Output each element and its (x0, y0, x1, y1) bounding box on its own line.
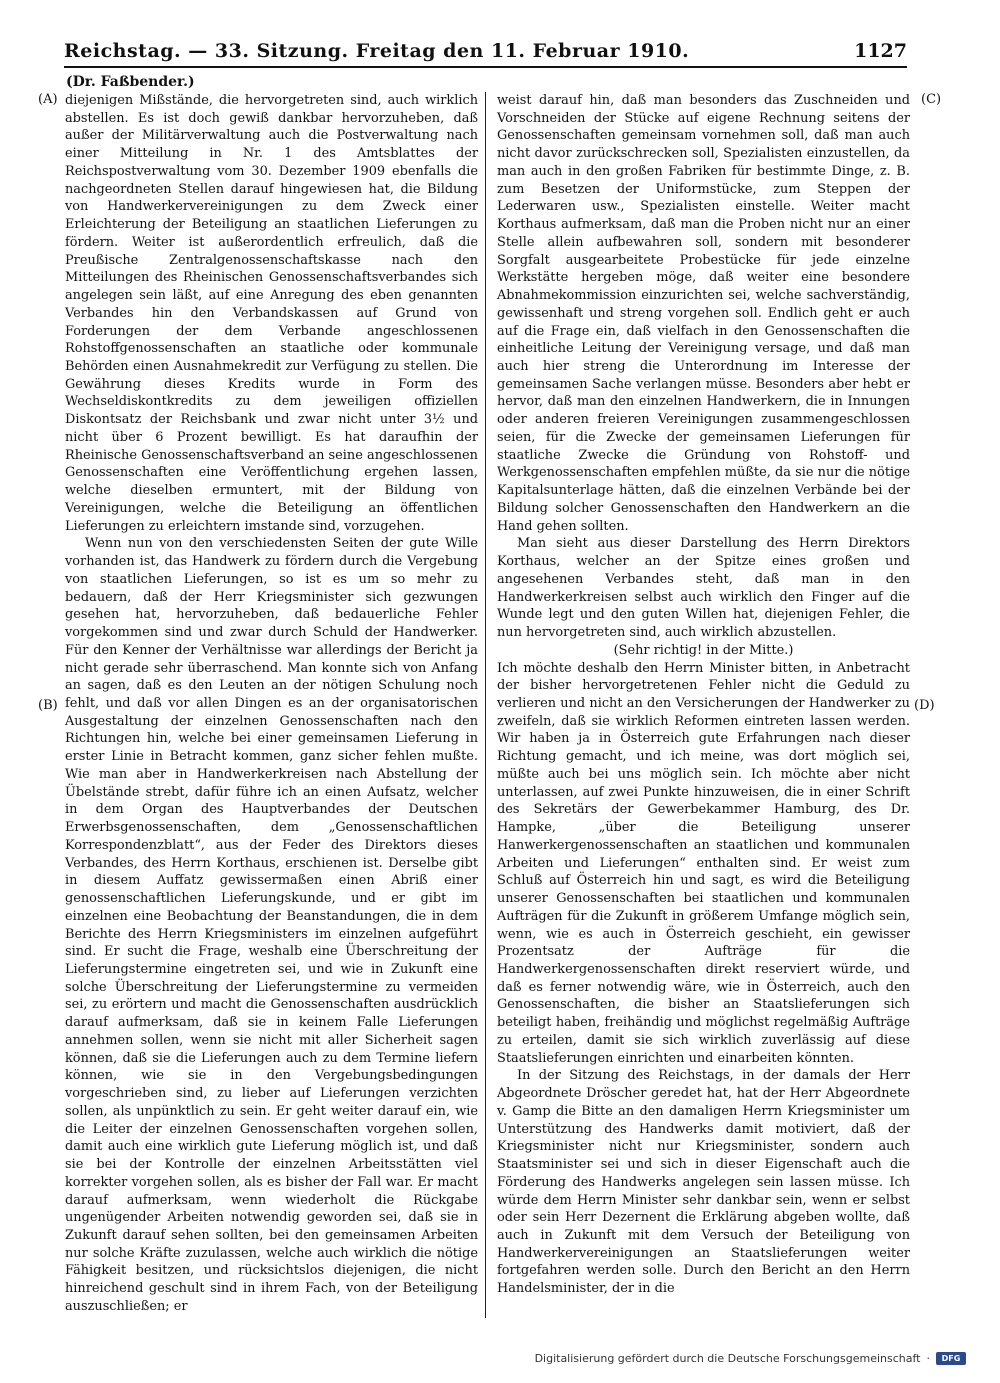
paragraph: Wenn nun von den verschiedensten Seiten der gute Wille vorhanden ist, das Handwerk zu fördern durch die Vergebung von staatlichen Lieferungen, so ist es um so mehr zu bedauern, daß der Herr Kriegsminister sich gezwungen gesehen hat, hervorzuheben, daß bedauerliche Fehler vorgekommen sind und zwar durch Schuld der Handwerker. Für den Kenner der Verhältnisse war allerdings der Bericht ja nicht gerade sehr überraschend. Man konnte sich von Anfang an sagen, daß es den Leuten an der nötigen Schulung noch fehlt, und daß vor allen Dingen es an der organisatorischen Ausgestaltung der einzelnen Genossenschaften nach den Richtungen hin, welche bei einer gemeinsamen Lieferung in erster Linie in Betracht kommen, ganz sicher fehlen mußte. Wie man aber in Handwerkerkreisen nach Abstellung der Übelstände strebt, dafür führe ich an einen Aufsatz, welcher in dem Organ des Hauptverbandes der Deutschen Erwerbsgenossenschaften, dem „Genossenschaftlichen Korrespondenzblatt“, aus der Feder des Direktors dieses Verbandes, des Herrn Korthaus, erschienen ist. Derselbe gibt in diesem Auffatz gewissermaßen einen Abriß einer genossenschaftlichen Lieferungskunde, und er gibt im einzelnen eine Beobachtung der Beanstandungen, die in dem Berichte des Herrn Kriegsministers im einzelnen aufgeführt sind. Er sucht die Frage, weshalb eine Überschreitung der Lieferungstermine eingetreten sei, und wie in Zukunft eine solche Überschreitung der Lieferungstermine zu vermeiden sei, zu erörtern und macht die Genossenschaften ausdrücklich darauf aufmerksam, daß sie in keinem Falle Lieferungen annehmen sollen, wenn sie nicht mit aller Sicherheit sagen können, daß sie die Lieferungen auch zu dem Termine liefern können, wie sie in den Vergebungsbedingungen vorgeschrieben sind, zu lieber auf Lieferungen verzichten sollen, als unpünktlich zu sein. Er geht weiter darauf ein, wie die Leiter der einzelnen Genossenschaften vorgehen sollen, damit auch eine wirklich gute Lieferung möglich ist, und daß sie bei der Kontrolle der einzelnen Arbeitsstätten viel korrekter vorgehen sollen, als es bisher der Fall war. Er macht darauf aufmerksam, wenn wiederholt die Rückgabe ungenügender Arbeiten notwendig geworden sei, daß sie in Zukunft darauf sehen sollten, bei den gemeinsamen Arbeiten nur solche Kräfte zuzulassen, welche auch wirklich die nötige Fähigkeit besitzen, und rücksichtslos diejenigen, die nicht hinreichend geschult sind in ihrem Fach, von der Beteiligung auszuschließen; er (65, 536, 478, 1314)
page-footer: Digitalisierung gefördert durch die Deutsche Forschungsgemeinschaft · DFG (535, 1352, 966, 1365)
interjection: (Sehr richtig! in der Mitte.) (613, 642, 794, 658)
digitization-credit: Digitalisierung gefördert durch die Deutsche Forschungsgemeinschaft (534, 1352, 921, 1365)
margin-marker-b: (B) (38, 698, 58, 713)
margin-marker-c: (C) (921, 92, 942, 107)
paragraph: Man sieht aus dieser Darstellung des Herrn Direktors Korthaus, welcher an der Spitze eines großen und angesehenen Verbandes steht, daß man in den Handwerkerkreisen selbst auch wirklich den Finger auf die Wunde legt und den guten Willen hat, diejenigen Fehler, die nun hervorgetreten sind, auch wirklich abzustellen. (497, 536, 910, 641)
page-header (64, 36, 907, 68)
right-column (497, 92, 910, 1298)
paragraph: weist darauf hin, daß man besonders das Zuschneiden und Vorschneiden der Stücke auf eigene Rechnung seitens der Genossenschaften gemeinsam vornehmen soll, daß man auch nicht davor zurückschrecken soll, Spezialisten einzustellen, da man auch in den großen Fabriken für bestimmte Dinge, z. B. zum Besetzen der Uniformstücke, zum Steppen der Lederwaren usw., Spezialisten einstelle. Weiter macht Korthaus aufmerksam, daß man die Proben nicht nur an einer Stelle allein aufbewahren soll, sondern mit besonderer Sorgfalt ausgearbeitete Probestücke für jede einzelne Werkstätte hergeben möge, daß weiter eine besondere Abnahmekommission einzurichten sei, welche sachverständig, gewissenhaft und streng vorgehen soll. Endlich geht er auch auf die Frage ein, daß vielfach in den Genossenschaften die einheitliche Leitung der Vereinigung versage, und daß man auch hier streng die Unterordnung im Interesse der gemeinsamen Sache verlangen müsse. Besonders aber hebt er hervor, daß man den einzelnen Handwerkern, die in Innungen oder anderen freieren Vereinigungen zusammengeschlossen seien, für die Zwecke der gemeinsamen Lieferungen für staatliche Zwecke die Gründung von Rohstoff- und Werkgenossenschaften empfehlen müßte, da sie nur die nötige Kapitalsunterlage hätten, daß die einzelnen Verbände bei der Bildung solcher Genossenschaften den Handwerkern an die Hand gehen sollten. (497, 93, 910, 534)
paragraph: In der Sitzung des Reichstags, in der damals der Herr Abgeordnete Dröscher geredet hat, hat der Herr Abgeordnete v. Gamp die Bitte an den damaligen Herrn Kriegsminister um Unterstützung des Handwerks damit motiviert, daß der Kriegsminister nicht nur Kriegsminister, sondern auch Staatsminister sei und sich in dieser Eigenschaft auch die Förderung des Handwerks angelegen sein lassen müsse. Ich würde dem Herrn Minister sehr dankbar sein, wenn er selbst oder sein Herr Dezernent die Erklärung abgeben wollte, daß auch in Zukunft mit dem Versuch der Beteiligung von Handwerkervereinigungen an Staatslieferungen weiter fortgefahren werden solle. Durch den Bericht an den Herrn Handelsminister, der in die (497, 1068, 910, 1297)
page-number: 1127 (854, 40, 907, 62)
margin-marker-d: (D) (914, 698, 935, 713)
dfg-logo: DFG (936, 1352, 966, 1365)
paragraph: Ich möchte deshalb den Herrn Minister bitten, in Anbetracht der bisher hervorgetretenen Fehler nicht die Geduld zu verlieren und nicht an den Versicherungen der Handwerker zu zweifeln, daß sie wirklich Reformen eintreten lassen werden. Wir haben ja in Österreich gute Erfahrungen nach dieser Richtung gemacht, und ich meine, was dort möglich sei, müßte auch bei uns möglich sein. Ich möchte aber nicht unterlassen, auf zwei Punkte hinzuweisen, die in einer Schrift des Sekretärs der Gewerbekammer Hamburg, des Dr. Hampke, „über die Beteiligung unserer Hanwerkergenossenschaften an staatlichen und kommunalen Arbeiten und Lieferungen“ enthalten sind. Er weist zum Schluß auf Österreich hin und sagt, es wird die Beteiligung unserer Genossenschaften bei staatlichen und kommunalen Aufträgen für die Zukunft in größerem Umfange möglich sein, wenn, wie es auch in Österreich geschieht, ein gewisser Prozentsatz der Aufträge für die Handwerkergenossenschaften direkt reserviert würde, und daß es ferner notwendig wäre, wie in Österreich, auch den Genossenschaften, die bisher an Staatslieferungen sich beteiligt haben, freihändig und möglichst regelmäßig Aufträge zu erteilen, damit sie sich wirklich zuverlässig auf diese Staatslieferungen einrichten und einarbeiten könnten. (497, 660, 910, 1066)
header-title: Reichstag. — 33. Sitzung. Freitag den 11. Februar 1910. (64, 40, 690, 62)
margin-marker-a: (A) (38, 92, 58, 107)
paragraph: diejenigen Mißstände, die hervorgetreten sind, auch wirklich abstellen. Es ist doch gewiß dankbar hervorzuheben, daß außer der Militärverwaltung auch die Postverwaltung nach einer Mitteilung in Nr. 1 des Amtsblattes der Reichspostverwaltung vom 30. Dezember 1909 ebenfalls die nachgeordneten Stellen darauf hingewiesen hat, die Bildung von Handwerkervereinigungen zu dem Zweck einer Erleichterung der Beteiligung an staatlichen Lieferungen zu fördern. Weiter ist außerordentlich erfreulich, daß die Preußische Zentralgenossenschaftskasse nach den Mitteilungen des Rheinischen Genossenschaftsverbandes sich angelegen sein läßt, auf eine Anregung des eben genannten Verbandes hin den Verbandskassen auf Grund von Forderungen der dem Verbande angeschlossenen Rohstoffgenossenschaften an staatliche oder kommunale Behörden einen Ausnahmekredit zur Verfügung zu stellen. Die Gewährung dieses Kredits wurde in Form des Wechseldiskontkredits zu dem jeweiligen offiziellen Diskontsatz der Reichsbank und zwar nicht unter 3½ und nicht über 6 Prozent bewilligt. Es hat daraufhin der Rheinische Genossenschaftsverband an seine angeschlossenen Genossenschaften eine Veröffentlichung ergehen lassen, welche dieselben ermuntert, mit der Bildung von Vereinigungen, welche die Beteiligung an öffentlichen Lieferungen zu erleichtern imstande sind, vorzugehen. (65, 93, 478, 534)
speaker-label: (Dr. Faßbender.) (66, 74, 195, 90)
left-column (65, 92, 478, 1316)
column-divider (485, 92, 486, 1318)
